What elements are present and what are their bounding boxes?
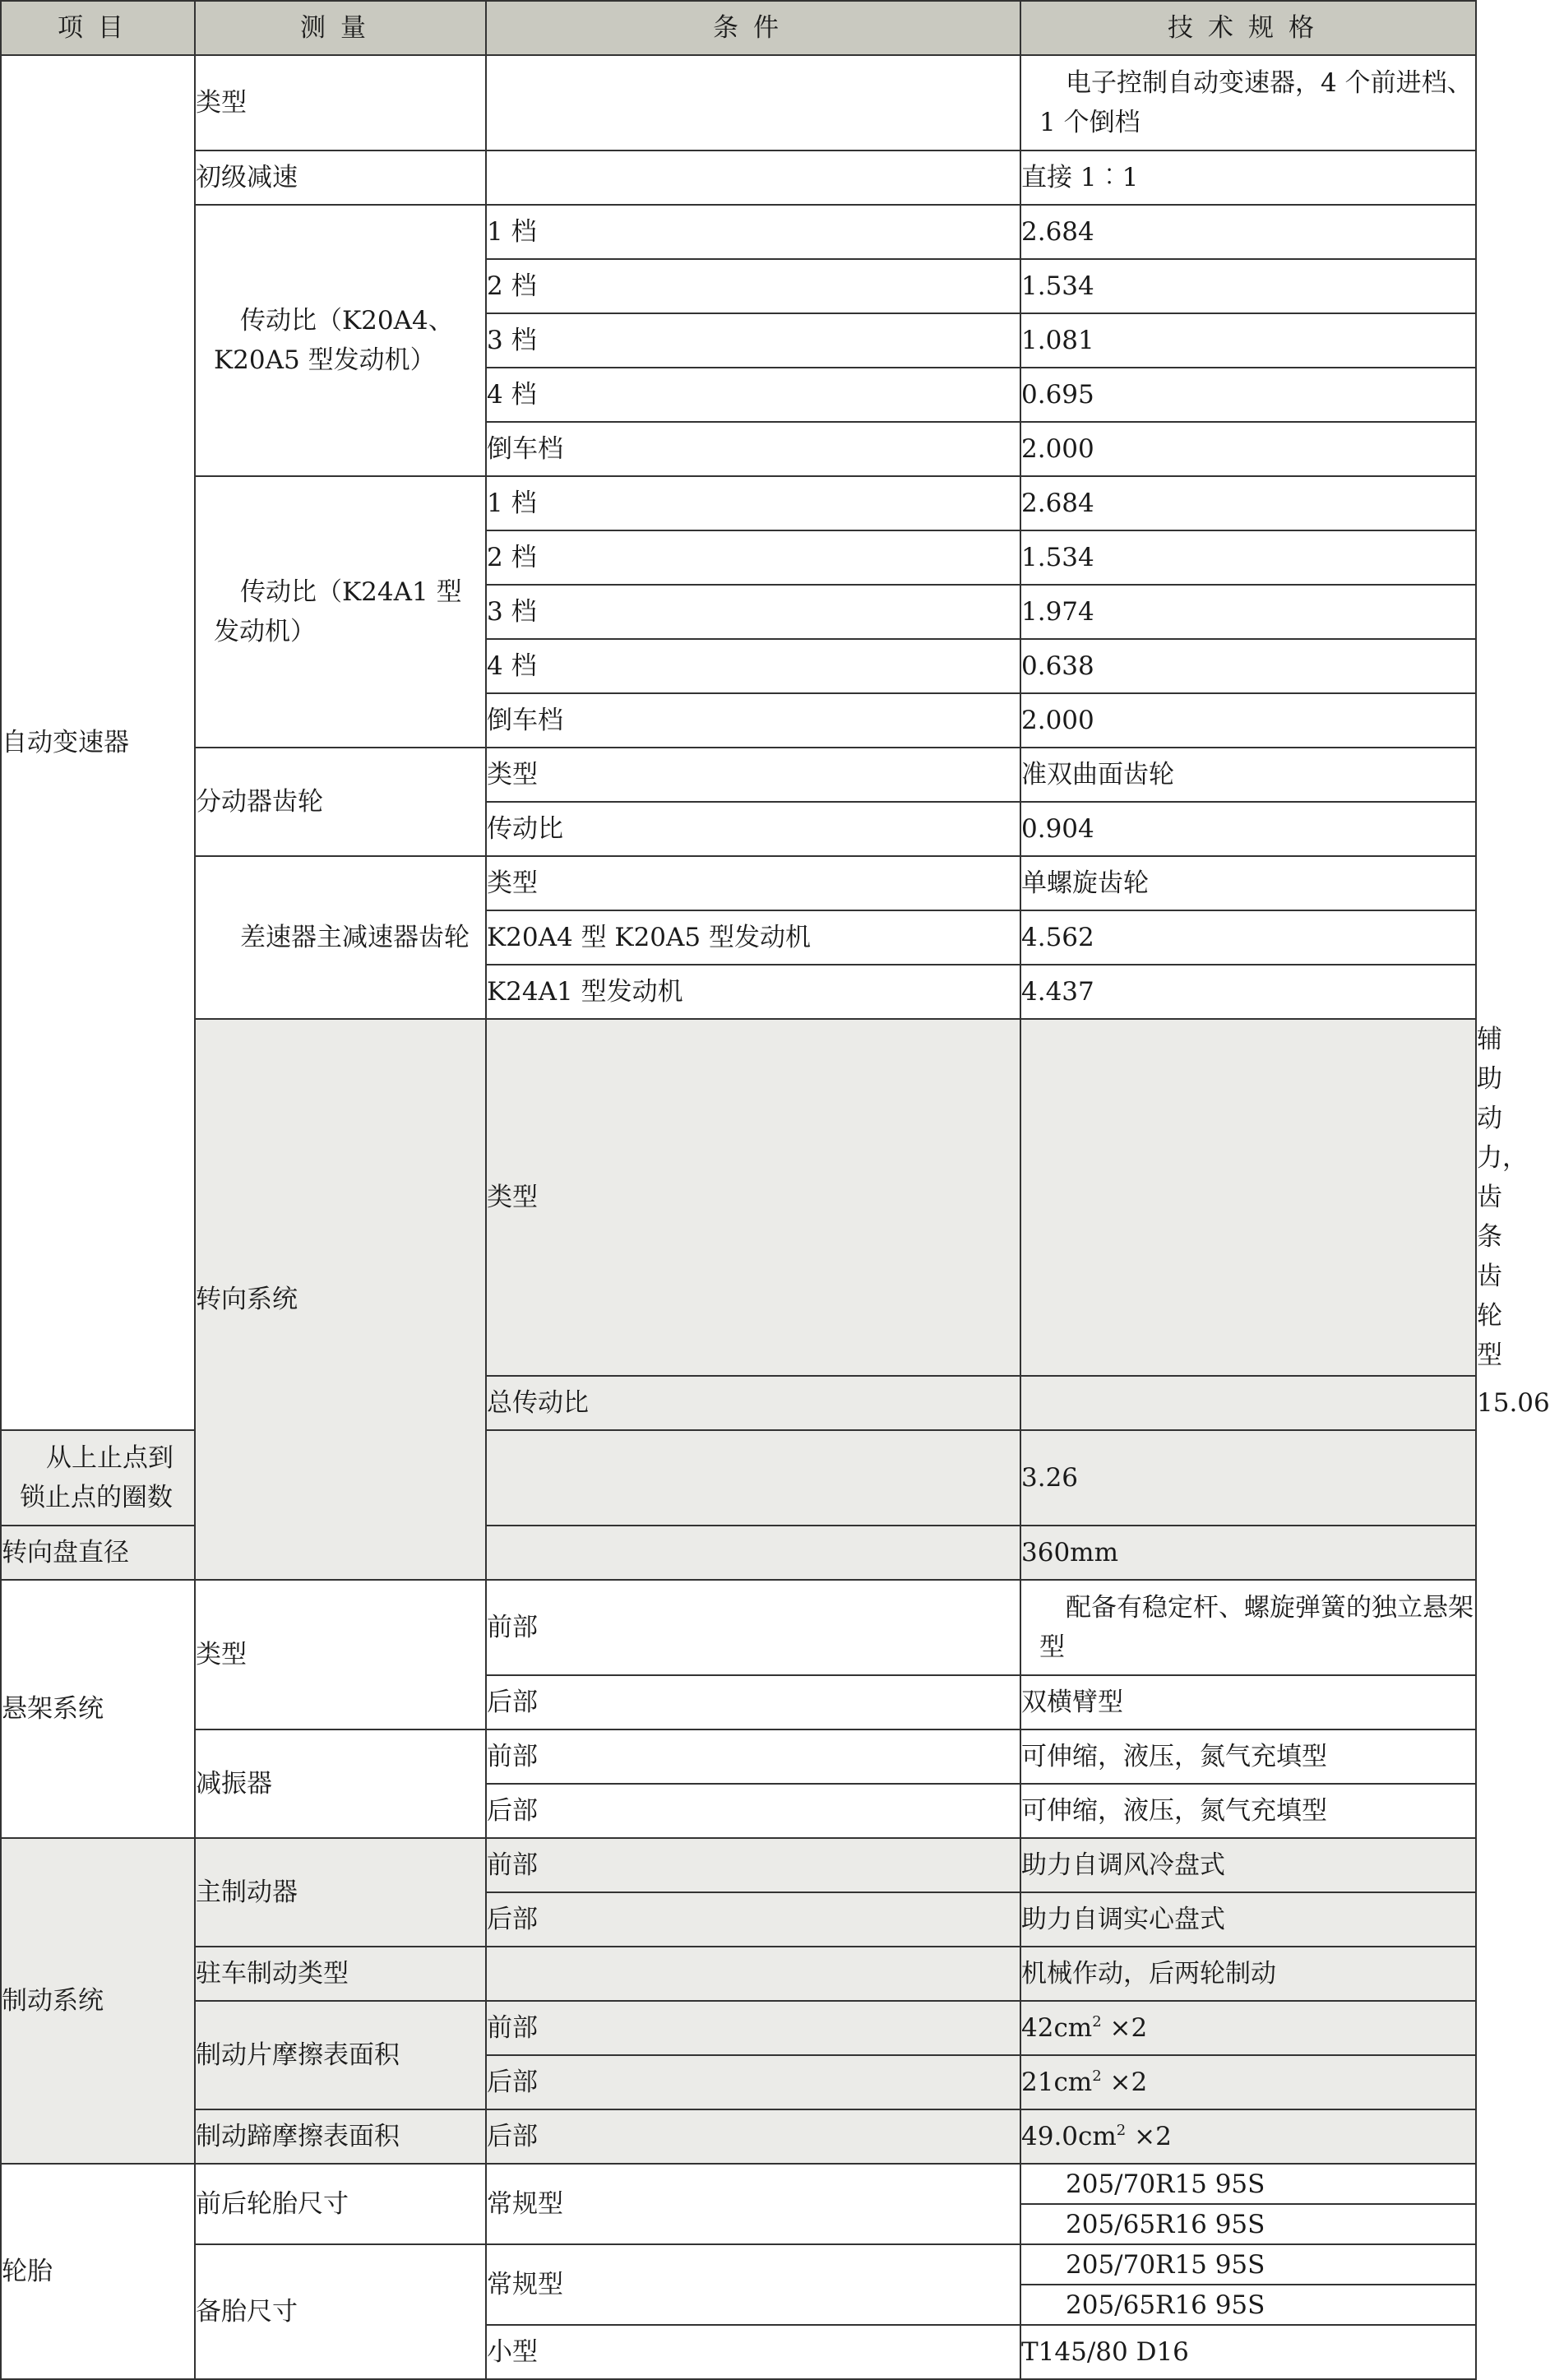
table-row — [1, 2001, 1476, 2055]
measurement-cell: 转向盘直径 — [1, 1526, 195, 1580]
condition-cell: 后部 — [486, 1675, 1020, 1729]
measurement-cell: 差速器主减速器齿轮 — [195, 856, 486, 1019]
spec-cell: 1.081 — [1020, 313, 1476, 368]
spec-cell: 电子控制自动变速器，4 个前进档、1 个倒档 — [1020, 55, 1476, 150]
superscript: 2 — [1092, 2067, 1102, 2085]
condition-cell: 传动比 — [486, 802, 1020, 856]
spec-cell: 助力自调实心盘式 — [1020, 1892, 1476, 1947]
spec-cell: 2.684 — [1020, 476, 1476, 530]
header-row — [1, 1, 1476, 55]
header-item: 项目 — [1, 1, 195, 55]
condition-cell: 常规型 — [486, 2244, 1020, 2325]
condition-cell — [486, 1947, 1020, 2001]
table-row — [1, 55, 1476, 150]
spec-cell: 2.000 — [1020, 422, 1476, 476]
measurement-cell: 从上止点到锁止点的圈数 — [1, 1430, 195, 1526]
measurement-cell: 类型 — [195, 55, 486, 150]
measurement-cell: 制动蹄摩擦表面积 — [195, 2109, 486, 2164]
spec-cell: 可伸缩，液压，氮气充填型 — [1020, 1784, 1476, 1838]
spec-cell — [1020, 2109, 1476, 2164]
spec-cell: 0.638 — [1020, 639, 1476, 693]
measurement-cell: 备胎尺寸 — [195, 2244, 486, 2379]
condition-cell: 前部 — [486, 2001, 1020, 2055]
header-specification: 技术规格 — [1020, 1, 1476, 55]
condition-cell: 1 档 — [486, 476, 1020, 530]
table-row — [1, 2244, 1476, 2285]
header-measurement: 测量 — [195, 1, 486, 55]
condition-cell: 倒车档 — [486, 422, 1020, 476]
condition-cell: 小型 — [486, 2325, 1020, 2379]
table-row: 转向系统 类型 辅助动力，齿条齿轮型 — [1, 1019, 1476, 1376]
spec-cell: 可伸缩，液压，氮气充填型 — [1020, 1729, 1476, 1784]
table-row — [1, 748, 1476, 802]
spec-cell: 205/65R16 95S — [1020, 2204, 1476, 2244]
condition-cell: 后部 — [486, 2055, 1020, 2109]
measurement-cell: 减振器 — [195, 1729, 486, 1838]
spec-value-suffix: ×2 — [1101, 2067, 1148, 2097]
condition-cell: 类型 — [486, 856, 1020, 910]
condition-cell: 3 档 — [486, 585, 1020, 639]
condition-cell: 后部 — [486, 2109, 1020, 2164]
spec-value-suffix: ×2 — [1126, 2122, 1172, 2151]
condition-cell: 3 档 — [486, 313, 1020, 368]
category-transmission: 自动变速器 — [1, 55, 195, 1430]
spec-value: 49.0cm — [1021, 2122, 1117, 2151]
condition-cell: 1 档 — [486, 205, 1020, 259]
measurement-cell: 分动器齿轮 — [195, 748, 486, 856]
condition-cell: 后部 — [486, 1892, 1020, 1947]
condition-cell: 常规型 — [486, 2164, 1020, 2244]
condition-cell — [486, 55, 1020, 150]
header-condition: 条件 — [486, 1, 1020, 55]
measurement-cell: 总传动比 — [486, 1376, 1020, 1430]
condition-cell: 倒车档 — [486, 693, 1020, 748]
condition-cell — [1020, 1019, 1476, 1376]
condition-cell: 前部 — [486, 1838, 1020, 1892]
spec-cell: 0.695 — [1020, 368, 1476, 422]
table-row — [1, 1580, 1476, 1675]
table-row — [1, 1947, 1476, 2001]
spec-value: 42cm — [1021, 2013, 1093, 2043]
table-row — [1, 2109, 1476, 2164]
superscript: 2 — [1116, 2122, 1127, 2139]
category-brakes: 制动系统 — [1, 1838, 195, 2164]
spec-cell: 4.437 — [1020, 965, 1476, 1019]
category-steering: 转向系统 — [195, 1019, 486, 1580]
condition-cell — [1020, 1376, 1476, 1430]
spec-cell — [1020, 2001, 1476, 2055]
spec-cell: 助力自调风冷盘式 — [1020, 1838, 1476, 1892]
measurement-cell: 主制动器 — [195, 1838, 486, 1947]
table-row — [1, 1838, 1476, 1892]
measurement-cell: 传动比（K24A1 型发动机） — [195, 476, 486, 748]
spec-cell: 直接 1︰1 — [1020, 150, 1476, 205]
spec-cell: 3.26 — [1020, 1430, 1476, 1526]
spec-cell: 360mm — [1020, 1526, 1476, 1580]
condition-cell: 前部 — [486, 1729, 1020, 1784]
spec-cell: 205/70R15 95S — [1020, 2244, 1476, 2285]
table-row — [1, 2164, 1476, 2204]
spec-cell: 205/65R16 95S — [1020, 2285, 1476, 2325]
condition-cell: 后部 — [486, 1784, 1020, 1838]
spec-cell: 0.904 — [1020, 802, 1476, 856]
table-row: 总传动比 15.06 — [1, 1376, 1476, 1430]
spec-cell: T145/80 D16 — [1020, 2325, 1476, 2379]
measurement-cell: 前后轮胎尺寸 — [195, 2164, 486, 2244]
condition-cell: K24A1 型发动机 — [486, 965, 1020, 1019]
spec-cell: 2.684 — [1020, 205, 1476, 259]
spec-cell: 配备有稳定杆、螺旋弹簧的独立悬架型 — [1020, 1580, 1476, 1675]
category-suspension: 悬架系统 — [1, 1580, 195, 1838]
spec-cell: 1.534 — [1020, 530, 1476, 585]
measurement-cell: 类型 — [195, 1580, 486, 1729]
spec-cell: 2.000 — [1020, 693, 1476, 748]
spec-value: 21cm — [1021, 2067, 1093, 2097]
condition-cell: 前部 — [486, 1580, 1020, 1675]
spec-cell: 双横臂型 — [1020, 1675, 1476, 1729]
condition-cell: 4 档 — [486, 639, 1020, 693]
spec-cell: 1.974 — [1020, 585, 1476, 639]
spec-cell: 4.562 — [1020, 910, 1476, 965]
table-row — [1, 856, 1476, 910]
condition-cell: 2 档 — [486, 530, 1020, 585]
condition-cell — [486, 1526, 1020, 1580]
spec-cell: 205/70R15 95S — [1020, 2164, 1476, 2204]
condition-cell — [486, 1430, 1020, 1526]
table-row — [1, 150, 1476, 205]
condition-cell: 类型 — [486, 748, 1020, 802]
condition-cell — [486, 150, 1020, 205]
spec-cell: 机械作动，后两轮制动 — [1020, 1947, 1476, 2001]
measurement-cell: 传动比（K20A4、K20A5 型发动机） — [195, 205, 486, 476]
spec-cell: 准双曲面齿轮 — [1020, 748, 1476, 802]
measurement-cell: 制动片摩擦表面积 — [195, 2001, 486, 2109]
spec-cell: 单螺旋齿轮 — [1020, 856, 1476, 910]
condition-cell: K20A4 型 K20A5 型发动机 — [486, 910, 1020, 965]
spec-value-suffix: ×2 — [1101, 2013, 1148, 2043]
condition-cell: 4 档 — [486, 368, 1020, 422]
table-row — [1, 476, 1476, 530]
table-row — [1, 205, 1476, 259]
category-tires: 轮胎 — [1, 2164, 195, 2379]
spec-cell: 1.534 — [1020, 259, 1476, 313]
measurement-cell: 类型 — [486, 1019, 1020, 1376]
measurement-cell: 初级减速 — [195, 150, 486, 205]
condition-cell: 2 档 — [486, 259, 1020, 313]
measurement-cell: 驻车制动类型 — [195, 1947, 486, 2001]
superscript: 2 — [1092, 2013, 1102, 2030]
spec-cell — [1020, 2055, 1476, 2109]
table-row — [1, 1729, 1476, 1784]
